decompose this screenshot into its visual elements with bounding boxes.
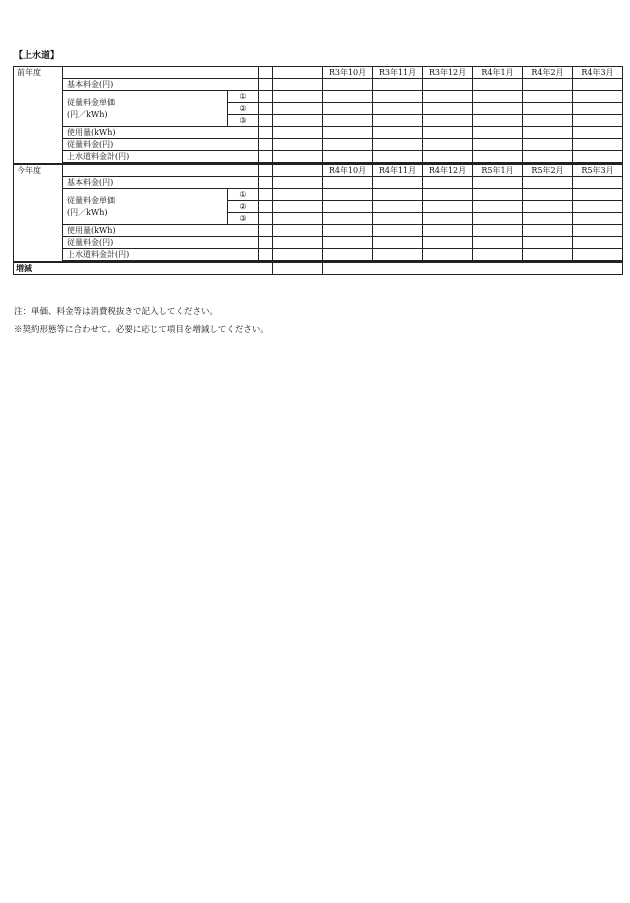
tier-marker: ①: [228, 91, 259, 103]
input-cell[interactable]: [323, 225, 373, 237]
input-cell[interactable]: [573, 103, 623, 115]
input-cell[interactable]: [273, 213, 323, 225]
input-cell[interactable]: [473, 103, 523, 115]
input-cell[interactable]: [373, 201, 423, 213]
table-row: [14, 225, 623, 237]
input-cell[interactable]: [573, 249, 623, 261]
input-cell[interactable]: [323, 139, 373, 151]
month-header: R5年1月: [473, 164, 523, 177]
month-header: R4年12月: [423, 164, 473, 177]
table-row: [14, 151, 623, 163]
input-cell[interactable]: [573, 139, 623, 151]
base-fee-label: 基本料金(円): [63, 177, 259, 189]
input-cell[interactable]: [323, 151, 373, 163]
input-cell[interactable]: [473, 237, 523, 249]
input-cell[interactable]: [423, 91, 473, 103]
input-cell[interactable]: [273, 115, 323, 127]
input-cell[interactable]: [273, 91, 323, 103]
input-cell[interactable]: [423, 151, 473, 163]
input-cell[interactable]: [323, 201, 373, 213]
input-cell[interactable]: [373, 79, 423, 91]
input-cell[interactable]: [573, 127, 623, 139]
input-cell[interactable]: [523, 213, 573, 225]
input-cell[interactable]: [523, 237, 573, 249]
input-cell[interactable]: [323, 103, 373, 115]
input-cell[interactable]: [373, 151, 423, 163]
input-cell[interactable]: [323, 237, 373, 249]
input-cell[interactable]: [423, 177, 473, 189]
input-cell[interactable]: [523, 177, 573, 189]
table-row: [14, 237, 623, 249]
month-header: R3年10月: [323, 67, 373, 79]
input-cell[interactable]: [373, 213, 423, 225]
month-header: R4年3月: [573, 67, 623, 79]
input-cell[interactable]: [273, 237, 323, 249]
input-cell[interactable]: [323, 177, 373, 189]
month-header: R5年3月: [573, 164, 623, 177]
input-cell[interactable]: [473, 249, 523, 261]
input-cell[interactable]: [473, 115, 523, 127]
input-cell[interactable]: [323, 127, 373, 139]
input-cell[interactable]: [473, 177, 523, 189]
month-header: R4年10月: [323, 164, 373, 177]
water-fee-table: [13, 66, 623, 275]
input-cell[interactable]: [523, 249, 573, 261]
input-cell[interactable]: [523, 103, 573, 115]
input-cell[interactable]: [423, 103, 473, 115]
input-cell[interactable]: [273, 225, 323, 237]
input-cell[interactable]: [573, 213, 623, 225]
input-cell[interactable]: [373, 225, 423, 237]
table-row: [14, 139, 623, 151]
input-cell[interactable]: [523, 127, 573, 139]
input-cell[interactable]: [473, 189, 523, 201]
input-cell[interactable]: [573, 79, 623, 91]
input-cell[interactable]: [523, 201, 573, 213]
month-header: R3年11月: [373, 67, 423, 79]
note-tax: 注：単価、料金等は消費税抜きで記入してください。: [14, 307, 219, 317]
table-row: [14, 91, 623, 103]
month-header: R4年11月: [373, 164, 423, 177]
tier-marker: ②: [228, 103, 259, 115]
input-cell[interactable]: [273, 249, 323, 261]
input-cell[interactable]: [473, 127, 523, 139]
input-cell[interactable]: [373, 237, 423, 249]
input-cell[interactable]: [573, 177, 623, 189]
input-cell[interactable]: [423, 201, 473, 213]
section-title: 【上水道】: [14, 51, 60, 61]
input-cell[interactable]: [373, 115, 423, 127]
input-cell[interactable]: [473, 139, 523, 151]
input-cell[interactable]: [273, 262, 323, 275]
table-row: [14, 67, 623, 79]
input-cell[interactable]: [423, 189, 473, 201]
input-cell[interactable]: [523, 139, 573, 151]
table-row: [14, 177, 623, 189]
input-cell[interactable]: [523, 189, 573, 201]
metered-fee-label: 従量料金(円): [63, 237, 259, 249]
input-cell[interactable]: [273, 151, 323, 163]
month-header: R4年2月: [523, 67, 573, 79]
input-cell[interactable]: [523, 115, 573, 127]
tier-marker: ①: [228, 189, 259, 201]
unit-price-label: 従量料金単価 (円／kWh): [63, 91, 228, 127]
input-cell[interactable]: [573, 91, 623, 103]
unit-price-label: 従量料金単価 (円／kWh): [63, 189, 228, 225]
input-cell[interactable]: [373, 249, 423, 261]
input-cell[interactable]: [323, 213, 373, 225]
table-row: [14, 249, 623, 261]
input-cell[interactable]: [573, 201, 623, 213]
input-cell[interactable]: [473, 151, 523, 163]
total-label: 上水道料金計(円): [63, 151, 259, 163]
input-cell[interactable]: [323, 79, 373, 91]
input-cell[interactable]: [473, 79, 523, 91]
input-cell[interactable]: [373, 103, 423, 115]
input-cell[interactable]: [423, 79, 473, 91]
difference-label: 増減: [14, 262, 273, 275]
tier-marker: ③: [228, 115, 259, 127]
input-cell[interactable]: [573, 189, 623, 201]
input-cell[interactable]: [473, 225, 523, 237]
usage-label: 使用量(kWh): [63, 127, 259, 139]
table-row: [14, 79, 623, 91]
input-cell[interactable]: [373, 91, 423, 103]
input-cell[interactable]: [473, 201, 523, 213]
input-cell[interactable]: [323, 189, 373, 201]
input-cell[interactable]: [373, 177, 423, 189]
input-cell[interactable]: [423, 127, 473, 139]
input-cell[interactable]: [423, 139, 473, 151]
input-cell[interactable]: [273, 139, 323, 151]
input-cell[interactable]: [523, 79, 573, 91]
table-row: [14, 127, 623, 139]
usage-label: 使用量(kWh): [63, 225, 259, 237]
month-header: R3年12月: [423, 67, 473, 79]
input-cell[interactable]: [573, 115, 623, 127]
input-cell[interactable]: [273, 177, 323, 189]
input-cell[interactable]: [273, 127, 323, 139]
input-cell[interactable]: [523, 91, 573, 103]
input-cell[interactable]: [373, 139, 423, 151]
input-cell[interactable]: [373, 189, 423, 201]
input-cell[interactable]: [423, 213, 473, 225]
total-label: 上水道料金計(円): [63, 249, 259, 261]
input-cell[interactable]: [423, 249, 473, 261]
month-header: R5年2月: [523, 164, 573, 177]
input-cell[interactable]: [473, 91, 523, 103]
input-cell[interactable]: [273, 201, 323, 213]
input-cell[interactable]: [423, 225, 473, 237]
input-cell[interactable]: [323, 115, 373, 127]
input-cell[interactable]: [573, 225, 623, 237]
previous-year-label: 前年度: [14, 67, 63, 165]
table-row: [14, 262, 623, 275]
input-cell[interactable]: [573, 151, 623, 163]
metered-fee-label: 従量料金(円): [63, 139, 259, 151]
input-cell[interactable]: [523, 151, 573, 163]
input-cell[interactable]: [523, 225, 573, 237]
input-cell[interactable]: [323, 262, 623, 275]
table-row: [14, 189, 623, 201]
tier-marker: ③: [228, 213, 259, 225]
input-cell[interactable]: [473, 213, 523, 225]
input-cell[interactable]: [323, 91, 373, 103]
input-cell[interactable]: [373, 127, 423, 139]
current-year-label: 今年度: [14, 164, 63, 262]
note-adjust: ※契約形態等に合わせて、必要に応じて項目を増減してください。: [14, 325, 269, 335]
input-cell[interactable]: [273, 103, 323, 115]
tier-marker: ②: [228, 201, 259, 213]
base-fee-label: 基本料金(円): [63, 79, 259, 91]
month-header: R4年1月: [473, 67, 523, 79]
input-cell[interactable]: [423, 237, 473, 249]
input-cell[interactable]: [573, 237, 623, 249]
input-cell[interactable]: [423, 115, 473, 127]
input-cell[interactable]: [273, 79, 323, 91]
input-cell[interactable]: [323, 249, 373, 261]
input-cell[interactable]: [273, 189, 323, 201]
table-row: [14, 164, 623, 177]
